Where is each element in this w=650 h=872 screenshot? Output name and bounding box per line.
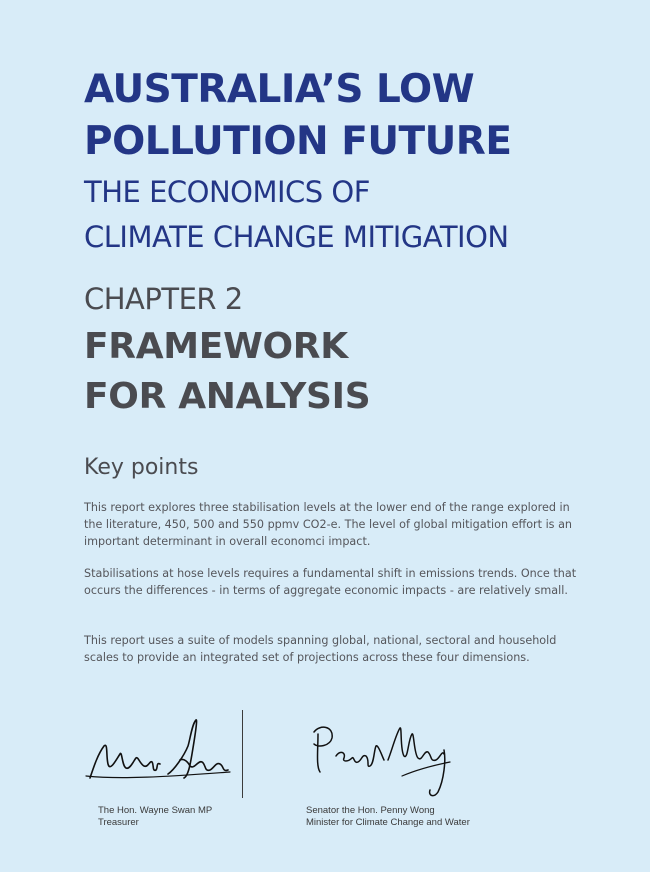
report-subtitle — [84, 170, 509, 260]
signatory-2-caption — [306, 805, 470, 828]
signatory-2-role: Minister for Climate Change and Water — [306, 816, 470, 828]
chapter-title — [84, 322, 370, 422]
signatory-1-role: Treasurer — [98, 816, 139, 828]
signatory-1-caption — [98, 805, 212, 828]
chapter-title-line-2: FOR ANALYSIS — [84, 376, 371, 417]
signatory-1-name: The Hon. Wayne Swan MP — [98, 805, 213, 816]
signature-divider — [242, 710, 243, 798]
key-point-paragraph: This report uses a suite of models spanning global, national, sectoral and household scales to provide an integrated set of projections across these four dimensions. — [84, 634, 557, 664]
report-title — [84, 64, 511, 168]
key-points-heading: Key points — [84, 455, 199, 480]
chapter-title-line-1: FRAMEWORK — [84, 326, 348, 367]
signatory-2-name: Senator the Hon. Penny Wong — [306, 805, 435, 816]
key-point-paragraph: Stabilisations at hose levels requires a fundamental shift in emissions trends. Once that occurs the differences - in terms of aggregate economic impacts - are relatively small. — [84, 567, 577, 597]
signature-penny-wong — [304, 720, 454, 800]
report-subtitle-line-2: CLIMATE CHANGE MITIGATION — [84, 220, 509, 254]
signature-image — [304, 720, 454, 800]
signature-wayne-swan — [84, 716, 234, 786]
key-point-paragraph: This report explores three stabilisation levels at the lower end of the range explored in the literature, 450, 500 and 550 ppmv CO2-e. The level of global mitigation effort is an important determinant in overall economci impact. — [84, 501, 573, 548]
chapter-label: CHAPTER 2 — [84, 282, 243, 316]
report-title-line-2: POLLUTION FUTURE — [84, 119, 512, 164]
report-subtitle-line-1: THE ECONOMICS OF — [84, 175, 370, 209]
signature-image — [84, 716, 234, 786]
report-title-line-1: AUSTRALIA’S LOW — [84, 67, 475, 112]
